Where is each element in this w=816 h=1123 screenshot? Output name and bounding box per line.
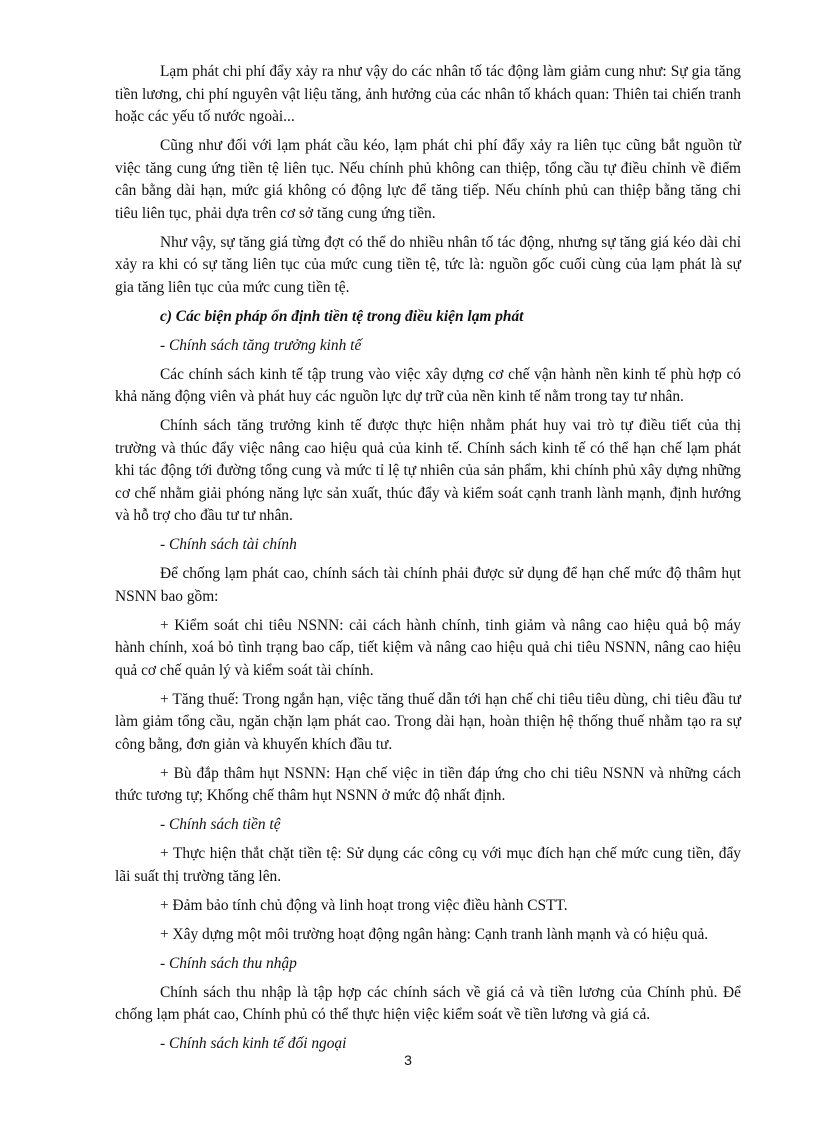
subsection-heading: - Chính sách thu nhập [160, 954, 297, 972]
paragraph: Chính sách thu nhập là tập hợp các chính sách về giá cả và tiền lương của Chính phủ. Để chống lạm phát cao, Chính phủ có thể thực hiện việc kiểm soát về tiền lương và giá cả. [115, 983, 741, 1023]
paragraph: Như vậy, sự tăng giá từng đợt có thể do nhiều nhân tố tác động, nhưng sự tăng giá kéo dài chỉ xảy ra khi có sự tăng liên tục của mức cung tiền tệ, tức là: nguồn gốc cuối cùng của lạm phát là sự gia tăng liên tục của mức cung tiền tệ. [115, 233, 741, 296]
list-item: + Kiểm soát chi tiêu NSNN: cải cách hành chính, tinh giảm và nâng cao hiệu quả bộ máy hành chính, xoá bỏ tình trạng bao cấp, tiết kiệm và nâng cao hiệu quả chi tiêu NSNN, nâng cao hiệu quả cơ chế quản lý và kiểm soát tài chính. [115, 616, 741, 679]
list-item: + Xây dựng một môi trường hoạt động ngân hàng: Cạnh tranh lành mạnh và có hiệu quả. [160, 925, 709, 943]
paragraph: Lạm phát chi phí đẩy xảy ra như vậy do các nhân tố tác động làm giảm cung như: Sự gia tăng tiền lương, chi phí nguyên vật liệu tăng, ảnh hưởng của các nhân tố khách quan: Thiên tai chiến tranh hoặc các yếu tố nước ngoài... [115, 63, 741, 125]
subsection-heading: - Chính sách tiền tệ [160, 816, 281, 833]
paragraph: Các chính sách kinh tế tập trung vào việc xây dựng cơ chế vận hành nền kinh tế phù hợp có khả năng động viên và phát huy các nguồn lực dự trữ của nền kinh tế nằm trong tay tư nhân. [115, 365, 741, 405]
subsection-heading: - Chính sách kinh tế đối ngoại [160, 1035, 347, 1052]
paragraph: Để chống lạm phát cao, chính sách tài chính phải được sử dụng để hạn chế mức độ thâm hụt NSNN bao gồm: [115, 565, 741, 605]
document-body [115, 61, 741, 1062]
paragraph: Cũng như đối với lạm phát cầu kéo, lạm phát chi phí đẩy xảy ra liên tục cũng bắt nguồn từ việc tăng cung ứng tiền tệ liên tục. Nếu chính phủ không can thiệp, tổng cầu tự điều chỉnh về điểm cân bằng dài hạn, mức giá không có động lực để tăng tiếp. Nếu chính phủ can thiệp bằng tăng chi tiêu liên tục, phải dựa trên cơ sở tăng cung ứng tiền. [115, 137, 741, 222]
list-item: + Tăng thuế: Trong ngắn hạn, việc tăng thuế dẫn tới hạn chế chi tiêu tiêu dùng, chi tiêu đầu tư làm giảm tổng cầu, ngăn chặn lạm phát cao. Trong dài hạn, hoàn thiện hệ thống thuế nhằm tạo ra sự công bằng, đơn giản và khuyến khích đầu tư. [115, 690, 741, 753]
subsection-heading: - Chính sách tăng trưởng kinh tế [160, 336, 362, 354]
subsection-heading: - Chính sách tài chính [160, 536, 297, 553]
list-item: + Đảm bảo tính chủ động và linh hoạt trong việc điều hành CSTT. [160, 896, 568, 914]
paragraph: Chính sách tăng trưởng kinh tế được thực hiện nhằm phát huy vai trò tự điều tiết của thị trường và thúc đẩy việc nâng cao hiệu quả của kinh tế. Chính sách kinh tế có thể hạn chế lạm phát khi tác động tới đường tổng cung và mức tỉ lệ tự nhiên của sản phẩm, khi chính phủ xây dựng những cơ chế nhằm giải phóng năng lực sản xuất, thúc đẩy và kiểm soát cạnh tranh lành mạnh, định hướng và hỗ trợ cho đầu tư tư nhân. [115, 417, 741, 524]
page-number: 3 [404, 1052, 412, 1068]
list-item: + Thực hiện thắt chặt tiền tệ: Sử dụng các công cụ với mục đích hạn chế mức cung tiền, đẩy lãi suất thị trường tăng lên. [115, 845, 741, 885]
section-heading: c) Các biện pháp ổn định tiền tệ trong điều kiện lạm phát [160, 307, 524, 325]
list-item: + Bù đắp thâm hụt NSNN: Hạn chế việc in tiền đáp ứng cho chi tiêu NSNN và những cách thức tương tự; Khống chế thâm hụt NSNN ở mức độ nhất định. [115, 764, 741, 804]
